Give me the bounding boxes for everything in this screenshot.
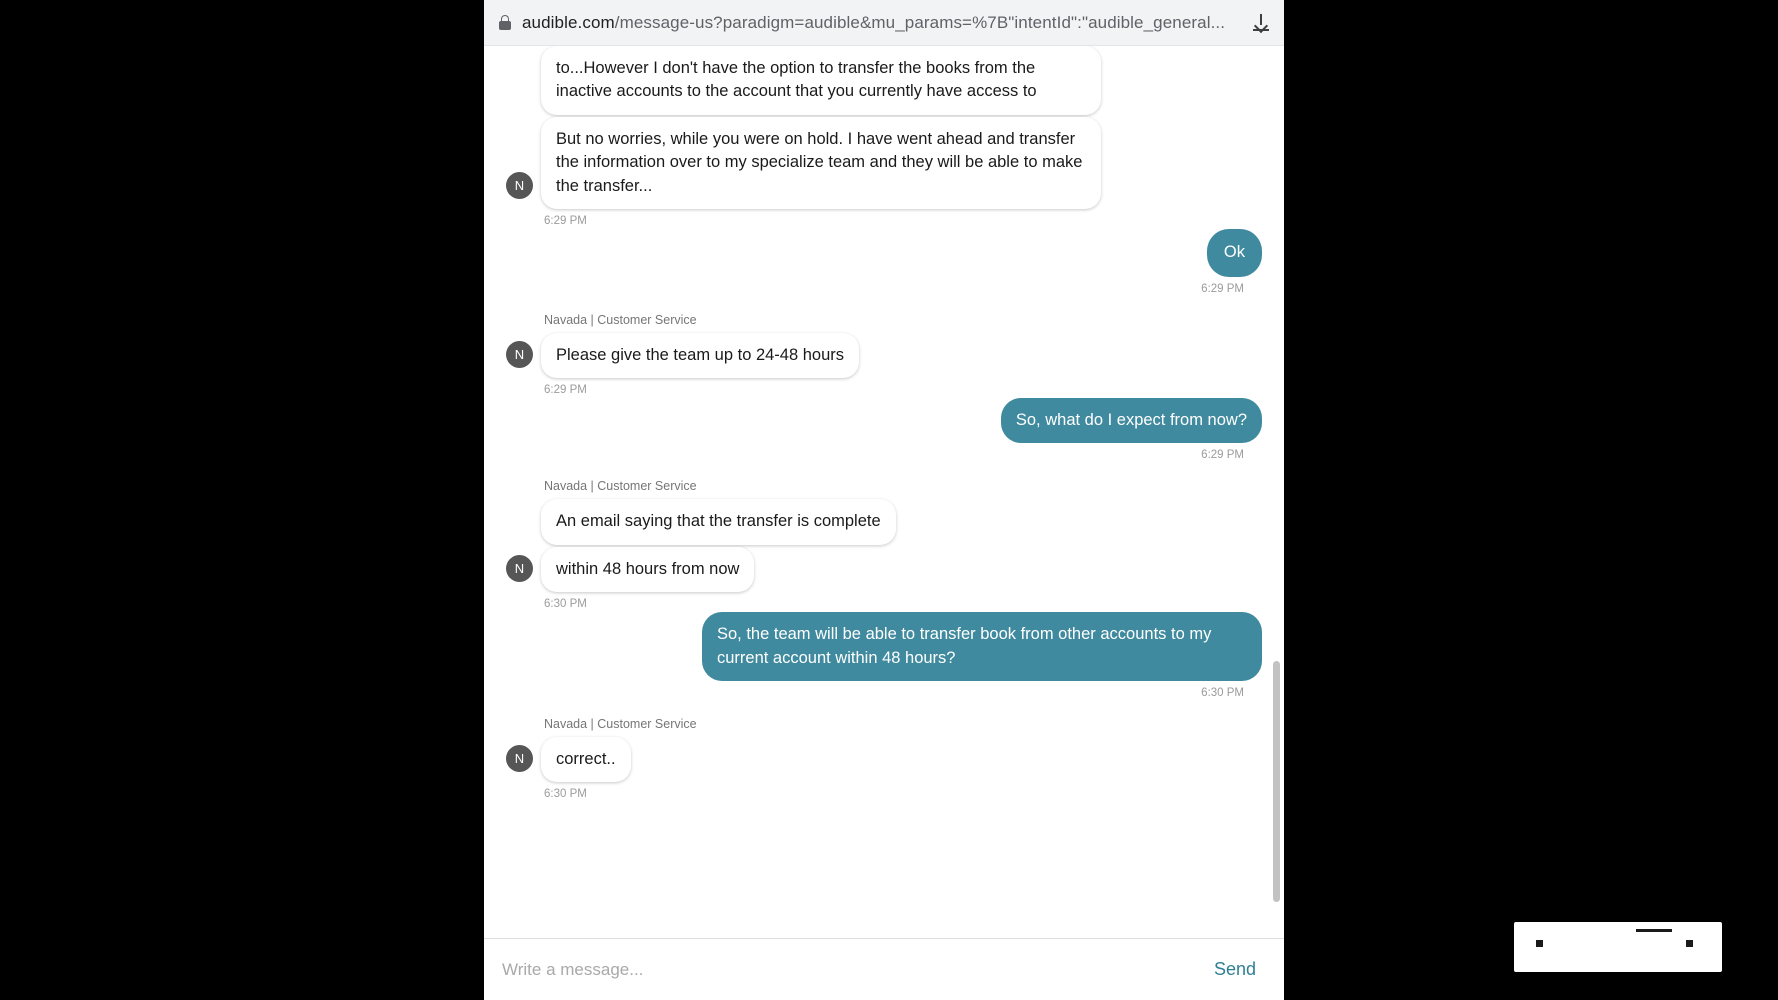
avatar: N [506,745,533,772]
browser-window [484,0,1284,1000]
avatar: N [506,555,533,582]
table-row [494,46,1262,117]
message-bubble-user: So, the team will be able to transfer book from other accounts to my current account within 48 hours? [702,612,1262,681]
download-icon[interactable] [1248,10,1274,36]
message-bubble-user: So, what do I expect from now? [1001,398,1262,443]
table-row [494,737,1262,784]
overlay-box [1514,922,1722,972]
message-timestamp: 6:29 PM [544,383,587,396]
message-group [494,398,1262,461]
avatar: N [506,172,533,199]
overlay-bar [1636,929,1672,932]
scrollbar[interactable] [1272,46,1280,938]
message-bubble-agent: to...However I don't have the option to transfer the books from the inactive accounts to the account that you currently have access to [541,46,1101,115]
message-group [494,46,1262,117]
message-group [494,479,1262,610]
table-row [494,499,1262,546]
message-timestamp: 6:30 PM [544,598,587,611]
address-bar[interactable] [484,0,1284,46]
avatar: N [506,341,533,368]
message-timestamp: 6:29 PM [1201,449,1244,462]
url-domain: audible.com [522,12,615,32]
message-input[interactable] [502,954,1200,986]
sender-name: Navada | Customer Service [544,312,697,327]
message-bubble-agent: An email saying that the transfer is complete [541,499,896,544]
chat-scroll-area[interactable] [484,46,1284,938]
send-button[interactable]: Send [1200,953,1270,986]
message-timestamp: 6:29 PM [1201,282,1244,295]
scrollbar-thumb[interactable] [1273,661,1280,902]
overlay-dot [1536,940,1543,947]
url-text[interactable] [522,13,1238,33]
message-bubble-agent: Please give the team up to 24-48 hours [541,333,859,378]
message-composer [484,938,1284,1000]
table-row [494,612,1262,683]
message-bubble-agent: But no worries, while you were on hold. I have went ahead and transfer the information over to my specialize team and they will be able to make the transfer... [541,117,1101,209]
sender-name: Navada | Customer Service [544,479,697,494]
message-bubble-agent: correct.. [541,737,631,782]
message-group [494,117,1262,227]
url-path: /message-us?paradigm=audible&mu_params=%7B"intentId":"audible_general... [614,12,1226,32]
table-row [494,333,1262,380]
message-bubble-user: Ok [1207,229,1262,276]
message-group [494,612,1262,699]
message-group [494,717,1262,800]
message-timestamp: 6:30 PM [544,788,587,801]
message-group [494,229,1262,294]
message-timestamp: 6:29 PM [544,215,587,228]
message-timestamp: 6:30 PM [1201,687,1244,700]
table-row [494,547,1262,594]
message-bubble-agent: within 48 hours from now [541,547,754,592]
overlay-dot [1686,940,1693,947]
table-row [494,229,1262,278]
message-group [494,313,1262,396]
message-list [494,46,1262,800]
lock-icon [498,15,512,31]
table-row [494,398,1262,445]
sender-name: Navada | Customer Service [544,717,697,732]
table-row [494,117,1262,211]
